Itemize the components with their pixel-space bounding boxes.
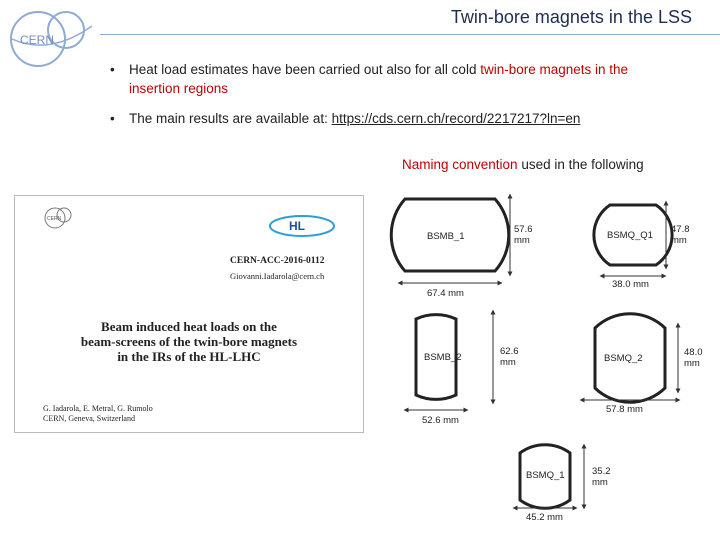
page-title: Twin-bore magnets in the LSS	[450, 7, 692, 27]
bsmq-1-height: 35.2 mm	[592, 466, 611, 488]
hl-lhc-logo	[267, 212, 337, 238]
header-rule	[100, 34, 720, 35]
naming-highlight: Naming convention	[402, 157, 518, 172]
naming-rest: used in the following	[517, 157, 644, 172]
paper-title-line: beam-screens of the twin-bore magnets	[80, 334, 298, 349]
paper-email: Giovanni.Iadarola@cern.ch	[230, 271, 325, 281]
bsmq-1-width: 45.2 mm	[526, 512, 563, 523]
paper-authors: G. Iadarola, E. Metral, G. Rumolo	[43, 404, 153, 413]
bsmb-1-height: 57.6 mm	[514, 224, 533, 246]
bsmb-2-width: 52.6 mm	[422, 415, 459, 426]
paper-cover-image	[14, 195, 364, 433]
paper-cern-logo-text: CERN	[47, 216, 62, 222]
paper-cern-logo	[43, 206, 73, 230]
paper-authors-block	[43, 404, 153, 424]
cern-logo	[8, 6, 92, 72]
bsmq-1-label: BSMQ_1	[526, 470, 565, 481]
bullet-marker: •	[110, 62, 115, 77]
bullet-results	[110, 109, 710, 128]
bullet-text: Heat load estimates have been carried out also for all cold	[129, 62, 481, 77]
paper-title-line: in the IRs of the HL-LHC	[117, 349, 261, 364]
bsmq-q1-height: 47.8 mm	[671, 224, 690, 246]
beam-screen-diagram	[380, 180, 720, 525]
paper-affiliation: CERN, Geneva, Switzerland	[43, 414, 135, 423]
bullet-highlight: twin-bore magnets in the insertion regions	[129, 62, 629, 96]
cds-record-link[interactable]: https://cds.cern.ch/record/2217217?ln=en	[331, 111, 581, 126]
bsmq-2-width: 57.8 mm	[606, 404, 643, 415]
bsmb-2-label: BSMB_2	[424, 352, 462, 363]
bullet-marker: •	[110, 111, 115, 126]
bullet-text: The main results are available at:	[129, 111, 332, 126]
bsmq-q1-label: BSMQ_Q1	[607, 230, 653, 241]
paper-title	[15, 319, 363, 364]
bsmb-1-width: 67.4 mm	[427, 288, 464, 299]
bsmq-2-label: BSMQ_2	[604, 353, 643, 364]
bsmq-q1-width: 38.0 mm	[612, 279, 649, 290]
paper-report-code: CERN-ACC-2016-0112	[230, 256, 325, 266]
bsmb-2-height: 62.6 mm	[500, 346, 519, 368]
bsmb-1-label: BSMB_1	[427, 231, 465, 242]
paper-title-line: Beam induced heat loads on the	[101, 319, 277, 334]
bullet-heat-load	[110, 60, 650, 98]
naming-convention-note	[402, 157, 644, 172]
cern-logo-text: CERN	[20, 33, 55, 47]
bsmq-2-height: 48.0 mm	[684, 347, 703, 369]
hl-logo-text: HL	[289, 219, 305, 233]
